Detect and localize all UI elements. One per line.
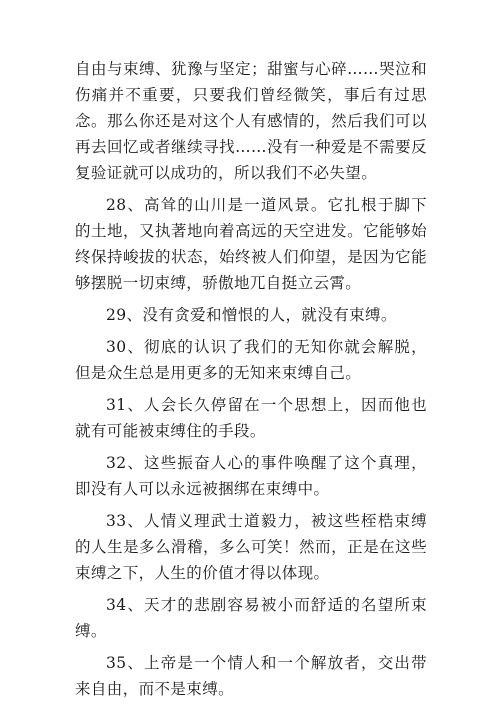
paragraph-30: 30、彻底的认识了我们的无知你就会解脱，但是众生总是用更多的无知来束缚自己。: [75, 338, 427, 382]
paragraph-28: 28、高耸的山川是一道风景。它扎根于脚下的土地，又执著地向着高远的天空进发。它能够始终保持峻拔的状态，始终被人们仰望，是因为它能够摆脱一切束缚，骄傲地兀自挺立云霄。: [75, 196, 427, 292]
paragraph-35: 35、上帝是一个情人和一个解放者，交出带来自由，而不是束缚。: [75, 654, 427, 698]
paragraph-continuation: 自由与束缚、犹豫与坚定；甜蜜与心碎……哭泣和伤痛并不重要，只要我们曾经微笑，事后有过思念。那么你还是对这个人有感情的，然后我们可以再去回忆或者继续寻找……没有一种爱是不需要反复验证就可以成功的，所以我们不必失望。: [75, 60, 427, 182]
paragraph-34: 34、天才的悲剧容易被小而舒适的名望所束缚。: [75, 596, 427, 640]
paragraph-31: 31、人会长久停留在一个思想上，因而他也就有可能被束缚住的手段。: [75, 396, 427, 440]
document-page: [75, 56, 427, 702]
paragraph-32: 32、这些振奋人心的事件唤醒了这个真理，即没有人可以永远被捆绑在束缚中。: [75, 454, 427, 498]
paragraph-33: 33、人情义理武士道毅力，被这些桎梏束缚的人生是多么滑稽，多么可笑！然而，正是在这些束缚之下，人生的价值才得以体现。: [75, 512, 427, 582]
paragraph-29: 29、没有贪爱和憎恨的人，就没有束缚。: [106, 306, 397, 324]
